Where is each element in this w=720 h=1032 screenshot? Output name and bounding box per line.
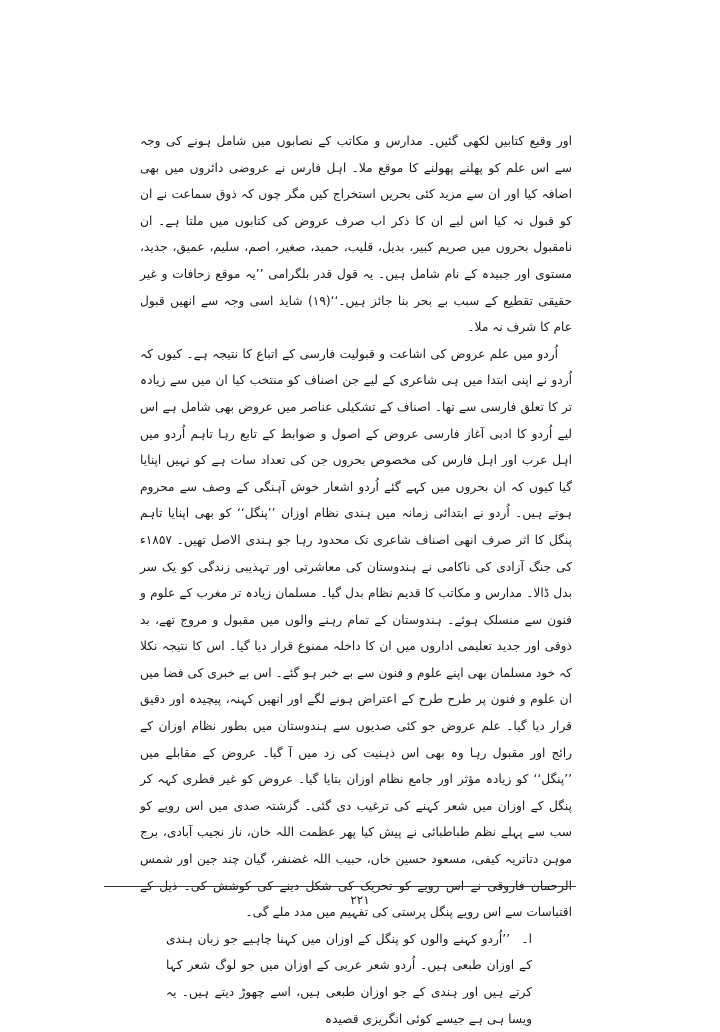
paragraph-2: اُردو میں علم عروض کی اشاعت و قبولیت فارسی کے اتباع کا نتیجہ ہے۔ کیوں کہ اُردو نے اپنی ابتدا میں ہی شاعری کے لیے جن اصناف کو منتخب کیا ان میں سے زیادہ تر کا تعلق فارسی سے تھا۔ اصناف کے تشکیلی عناصر میں عروض بھی شامل ہے اس لیے اُردو کا ادبی آغاز فارسی عروض کے اصول و ضوابط کے تابع رہا تاہم اُردو میں اہل عرب اور اہل فارس کی مخصوص بحروں جن کی تعداد سات ہے کو نہیں اپنایا گیا کیوں کہ ان بحروں میں کہے گئے اُردو اشعار خوش آہنگی کے وصف سے محروم ہوتے ہیں۔ اُردو نے ابتدائی زمانہ میں ہندی نظام اوزان ’’پنگل‘‘ کو بھی اپنایا تاہم پنگل کا اثر صرف انھی اصناف شاعری تک محدود رہا جو ہندی الاصل تھیں۔ ۱۸۵۷ء کی جنگ آزادی کی ناکامی نے ہندوستان کی معاشرتی اور تہذیبی زندگی کو یک سر بدل ڈالا۔ مدارس و مکاتب کا قدیم نظام بدل گیا۔ مسلمان زیادہ تر مغرب کے علوم و فنون سے منسلک ہوئے۔ ہندوستان کے تمام رہنے والوں میں مقبول و مروج تھے، بد ذوقی اور جدید تعلیمی اداروں میں ان کا داخلہ ممنوع قرار دیا گیا۔ اس کا نتیجہ نکلا کہ خود مسلمان بھی اپنے علوم و فنون سے بے خبر ہو گئے۔ اس بے خبری کی فضا میں ان علوم و فنون پر طرح طرح کے اعتراض ہونے لگے اور انھیں کہنہ، پیچیدہ اور دقیق قرار دیا گیا۔ علم عروض جو کئی صدیوں سے ہندوستان میں بطور نظام اوزان کے رائج اور مقبول رہا وہ بھی اس ذہنیت کی زد میں آ گیا۔ عروض کے مقابلے میں ’’پنگل‘‘ کو زیادہ مؤثر اور جامع نظام اوزان بتایا گیا۔ عروض کو غیر فطری کہہ کر پنگل کے اوزان میں شعر کہنے کی ترغیب دی گئی۔ گزشتہ صدی میں اس رویے کو سب سے پہلے نظم طباطبائی نے پیش کیا پھر عظمت اللہ خان، ناز نجیب آبادی، برج موہن دتاتریہ کیفی، مسعود حسین خاں، حبیب اللہ غضنفر، گیان چند جین اور شمس الرحمان فاروقی نے اس رویے کو تحریک کی شکل دینے کی کوشش کی۔ ذیل کے اقتباسات سے اس رویے پنگل پرستی کی تفہیم میں مدد ملے گی۔ <box>140 346 572 920</box>
quote-number: ا۔ <box>521 931 532 946</box>
block-quote <box>140 926 572 1032</box>
footer-divider <box>104 886 576 887</box>
paragraph-1: اور وقیع کتابیں لکھی گئیں۔ مدارس و مکاتب کے نصابوں میں شامل ہونے کی وجہ سے اس علم کو پھلنے پھولنے کا موقع ملا۔ اہل فارس نے عروضی دائروں میں بھی اضافہ کیا اور ان سے مزید کئی بحریں استخراج کیں مگر چوں کہ ذوق سماعت نے ان کو قبول نہ کیا اس لیے ان کا ذکر اب صرف عروض کی کتابوں میں ملتا ہے۔ ان نامقبول بحروں میں صریم کبیر، بدیل، قلیب، حمید، صغیر، اصم، سلیم، عمیق، جدید، مستوی اور جبیدہ کے نام شامل ہیں۔ یہ قول قدر بلگرامی ’’یہ موقع زحافات و غیر حقیقی تقطیع کے سبب بے بحر بنا جائز ہیں۔‘‘(۱۹) شاید اسی وجہ سے انھیں قبول عام کا شرف نہ ملا۔ <box>140 134 572 335</box>
quote-text: ’’اُردو کہنے والوں کو پنگل کے اوزان میں کہنا چاہیے جو زبان ہندی کے اوزان طبعی ہیں۔ اُردو شعر عربی کے اوزان میں جو لوگ شعر کہا کرتے ہیں اور ہندی کے جو اوزان طبعی ہیں، اسے چھوڑ دیتے ہیں۔ یہ ویسا ہی ہے جیسے کوئی انگریزی قصیدہ <box>166 931 532 1026</box>
page-number: ۲۲۱ <box>350 893 370 907</box>
